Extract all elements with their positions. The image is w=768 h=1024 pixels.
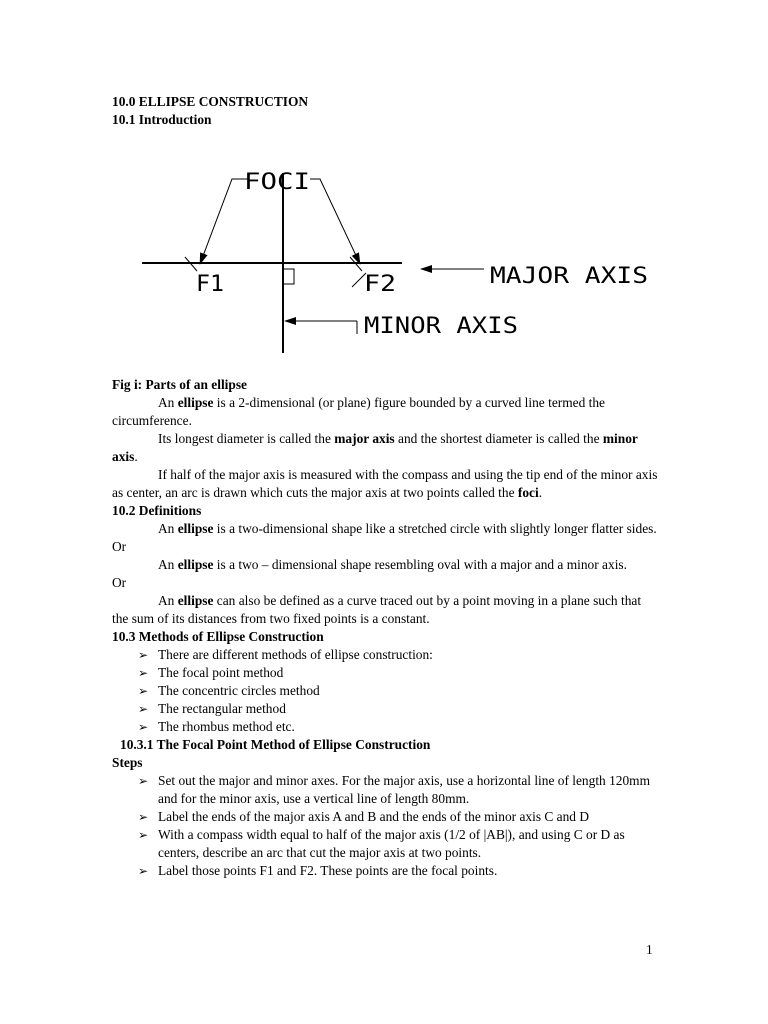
- center-marker: [283, 269, 294, 284]
- chapter-heading: 10.0 ELLIPSE CONSTRUCTION: [112, 94, 309, 109]
- methods-list: [112, 646, 660, 736]
- list-item: ➢ There are different methods of ellipse construction:: [138, 647, 433, 662]
- label-major-axis: MAJOR AXIS: [490, 264, 648, 289]
- list-item: ➢ Set out the major and minor axes. For the major axis, use a horizontal line of length 120mm and for the minor axis, use a vertical line of length 80mm.: [138, 773, 651, 806]
- list-item: ➢ The concentric circles method: [138, 683, 320, 698]
- label-f2: F2: [364, 272, 396, 297]
- document-page: [112, 93, 660, 880]
- ellipse-parts-figure: [112, 131, 660, 376]
- label-minor-axis: MINOR AXIS: [364, 314, 518, 339]
- steps-label: Steps: [112, 755, 143, 770]
- label-foci: FOCI: [244, 170, 310, 195]
- definition-2: An ellipse is a two – dimensional shape resembling oval with a major and a minor axis.: [158, 557, 627, 572]
- foci-leader-right: [310, 179, 360, 264]
- section-heading-definitions: 10.2 Definitions: [112, 503, 202, 518]
- figure-caption: Fig i: Parts of an ellipse: [112, 377, 248, 392]
- arrow-bullet-icon: ➢: [138, 684, 149, 698]
- arrow-bullet-icon: ➢: [138, 864, 149, 878]
- arrow-bullet-icon: ➢: [138, 666, 149, 680]
- list-item: ➢ Label those points F1 and F2. These points are the focal points.: [138, 863, 498, 878]
- steps-list: [112, 772, 660, 880]
- arrow-bullet-icon: ➢: [138, 648, 149, 662]
- arrow-bullet-icon: ➢: [138, 774, 149, 788]
- definition-3: An ellipse can also be defined as a curve traced out by a point moving in a plane such that the sum of its distances from two fixed points is a constant.: [112, 593, 642, 626]
- intro-paragraph-3: If half of the major axis is measured with the compass and using the tip end of the minor axis as center, an arc is drawn which cuts the major axis at two points called the foci.: [112, 467, 658, 500]
- label-f1: F1: [196, 272, 224, 297]
- arrow-bullet-icon: ➢: [138, 702, 149, 716]
- arrow-bullet-icon: ➢: [138, 828, 149, 842]
- or-separator-2: Or: [112, 575, 127, 590]
- foci-leader-left: [200, 179, 248, 264]
- list-item: ➢ Label the ends of the major axis A and B and the ends of the minor axis C and D: [138, 809, 590, 824]
- list-item: ➢ The rectangular method: [138, 701, 286, 716]
- subsection-heading-focal-method: 10.3.1 The Focal Point Method of Ellipse Construction: [120, 737, 431, 752]
- arrow-bullet-icon: ➢: [138, 810, 149, 824]
- list-item: ➢ With a compass width equal to half of the major axis (1/2 of |AB|), and using C or D as centers, describe an arc that cut the major axis at two points.: [138, 827, 625, 860]
- intro-paragraph-2: Its longest diameter is called the major axis and the shortest diameter is called the minor axis.: [112, 431, 638, 464]
- section-heading-introduction: 10.1 Introduction: [112, 112, 212, 127]
- arrow-bullet-icon: ➢: [138, 720, 149, 734]
- definition-1: An ellipse is a two-dimensional shape like a stretched circle with slightly longer flatter sides.: [158, 521, 657, 536]
- or-separator-1: Or: [112, 539, 127, 554]
- ellipse-parts-diagram: [112, 131, 660, 376]
- section-heading-methods: 10.3 Methods of Ellipse Construction: [112, 629, 324, 644]
- intro-paragraph-1: An ellipse is a 2-dimensional (or plane) figure bounded by a curved line termed the circumference.: [112, 395, 605, 428]
- list-item: ➢ The focal point method: [138, 665, 284, 680]
- page-number: 1: [646, 942, 653, 957]
- list-item: ➢ The rhombus method etc.: [138, 719, 295, 734]
